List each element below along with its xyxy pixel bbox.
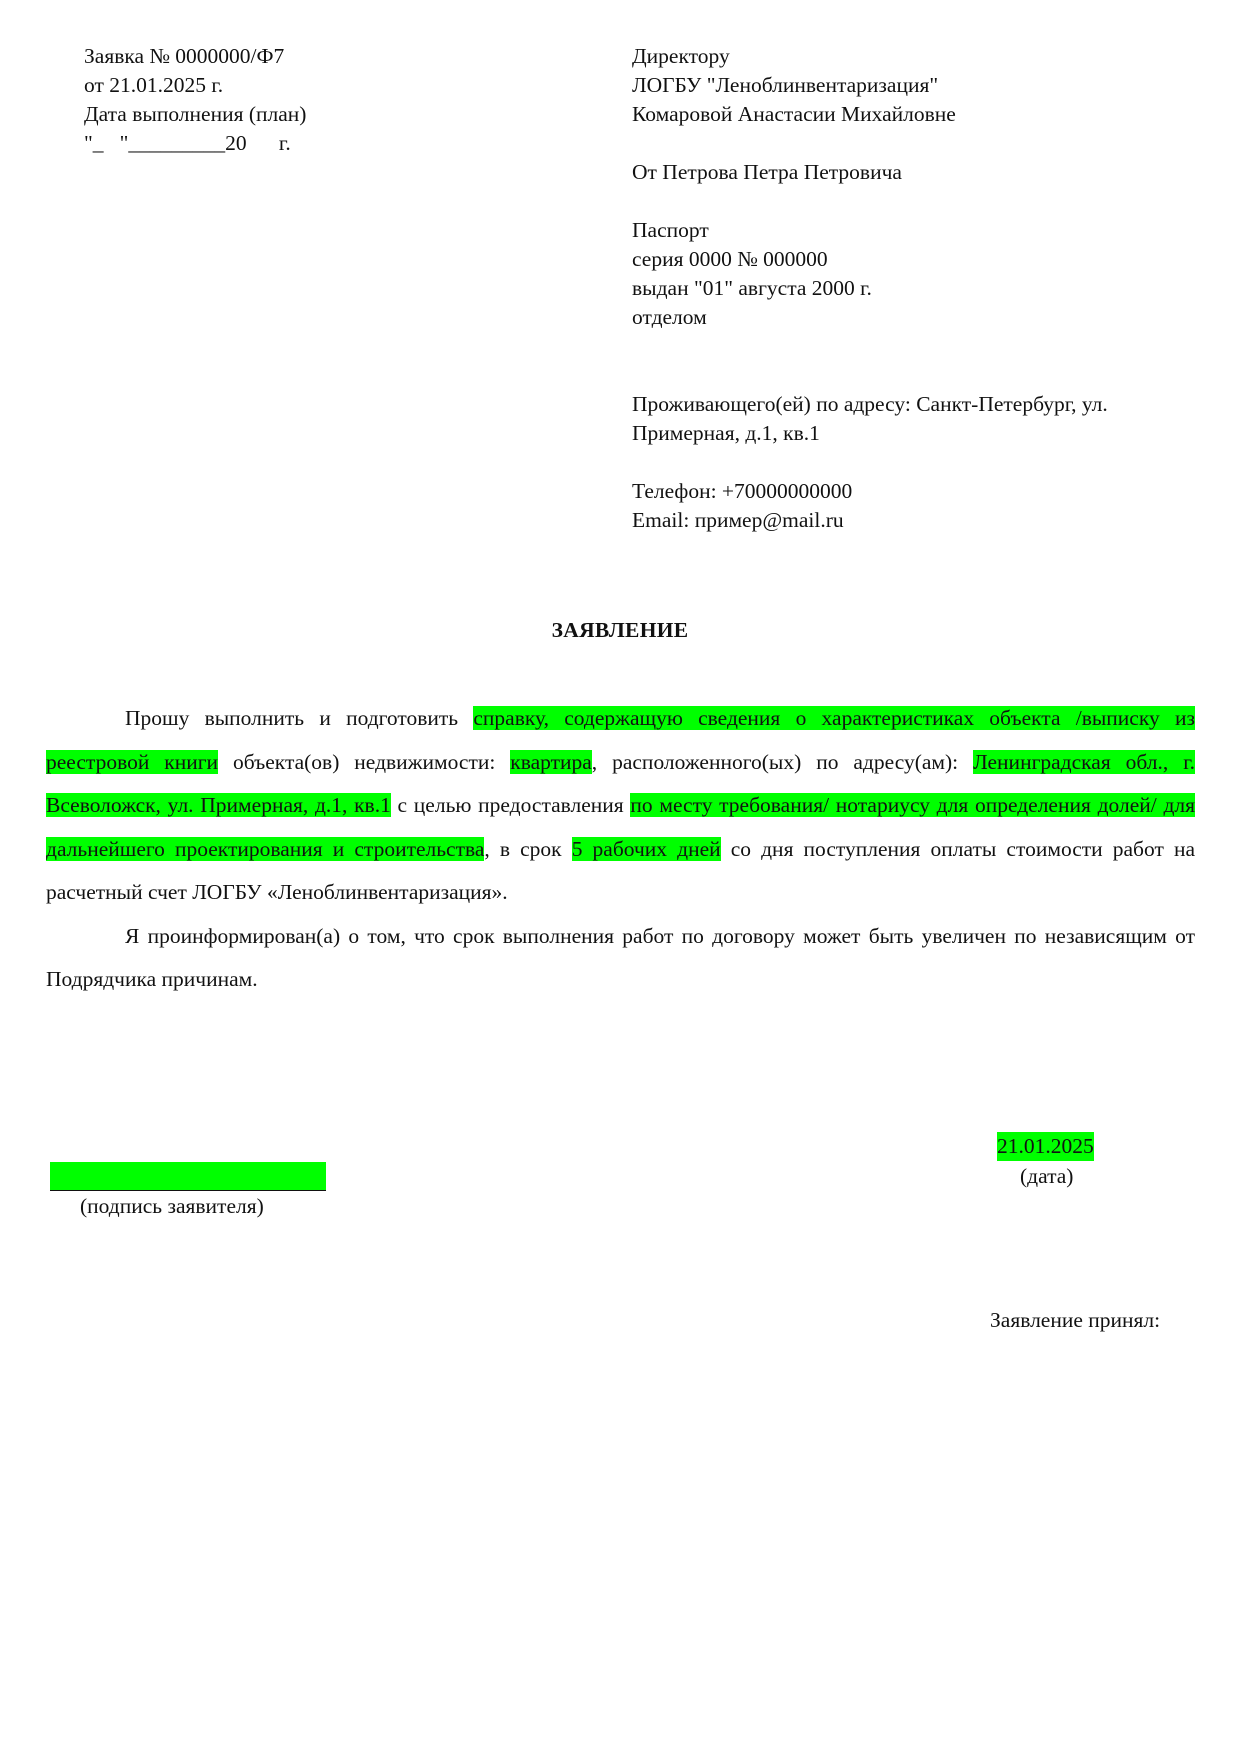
highlighted-property-address: Ленинградская обл., г. Всеволожск, ул. Примерная, д.1, кв.1 [46, 749, 1195, 817]
phone: Телефон: +70000000000 [632, 479, 853, 503]
email: Email: пример@mail.ru [632, 508, 844, 532]
notice-paragraph: Я проинформирован(а) о том, что срок выполнения работ по договору может быть увеличен по независящим от Подрядчика причинам. [46, 923, 1195, 991]
text-run: Прошу выполнить и подготовить [125, 706, 474, 730]
document-title: ЗАЯВЛЕНИЕ [551, 618, 689, 642]
text-run: объекта(ов) недвижимости: [218, 749, 511, 774]
highlighted-purpose: по месту требования/ нотариусу для определения долей/ для дальнейшего проектирования и строительства [46, 793, 1195, 861]
date-field[interactable]: 21.01.2025 [997, 1132, 1094, 1161]
passport-issued-by: отделом [632, 305, 707, 329]
text-run: со дня поступления оплаты стоимости работ на расчетный счет ЛОГБУ «Леноблинвентаризация». [46, 836, 1195, 904]
highlighted-document-type: справку, содержащую сведения о характеристиках объекта /выписку из реестровой книги [46, 706, 1195, 774]
request-paragraph [46, 697, 1195, 915]
accepted-by-label: Заявление принял: [990, 1308, 1161, 1332]
spacer [632, 448, 1212, 477]
statement-body [46, 697, 1195, 1002]
passport-series: серия 0000 № 000000 [632, 247, 828, 271]
text-run: с целью предоставления [390, 793, 631, 817]
highlighted-deadline: 5 рабочих дней [571, 836, 721, 861]
addressee-line: Директору [632, 44, 730, 68]
date-caption: (дата) [1020, 1164, 1074, 1188]
spacer [632, 332, 1212, 390]
spacer [632, 129, 1212, 158]
spacer [632, 187, 1212, 216]
address-line: Проживающего(ей) по адресу: Санкт-Петербург, ул. [632, 392, 1108, 416]
addressee-line: ЛОГБУ "Леноблинвентаризация" [632, 73, 939, 97]
signature-caption: (подпись заявителя) [80, 1194, 264, 1218]
due-date-blank: "_ "_________20 г. [84, 131, 291, 155]
addressee-block [632, 42, 1212, 535]
text-run: , расположенного(ых) по адресу(ам): [591, 749, 974, 774]
passport-label: Паспорт [632, 218, 709, 242]
addressee-line: Комаровой Анастасии Михайловне [632, 102, 956, 126]
due-date-label: Дата выполнения (план) [84, 102, 307, 126]
request-number: Заявка № 0000000/Ф7 [84, 44, 285, 68]
request-date: от 21.01.2025 г. [84, 73, 224, 97]
highlighted-property-type: квартира [510, 749, 592, 774]
signature-field[interactable] [50, 1162, 326, 1191]
applicant-name: От Петрова Петра Петровича [632, 160, 902, 184]
address-line: Примерная, д.1, кв.1 [632, 421, 820, 445]
request-info-block [84, 42, 504, 158]
passport-issued: выдан "01" августа 2000 г. [632, 276, 872, 300]
text-run: , в срок [484, 836, 572, 861]
